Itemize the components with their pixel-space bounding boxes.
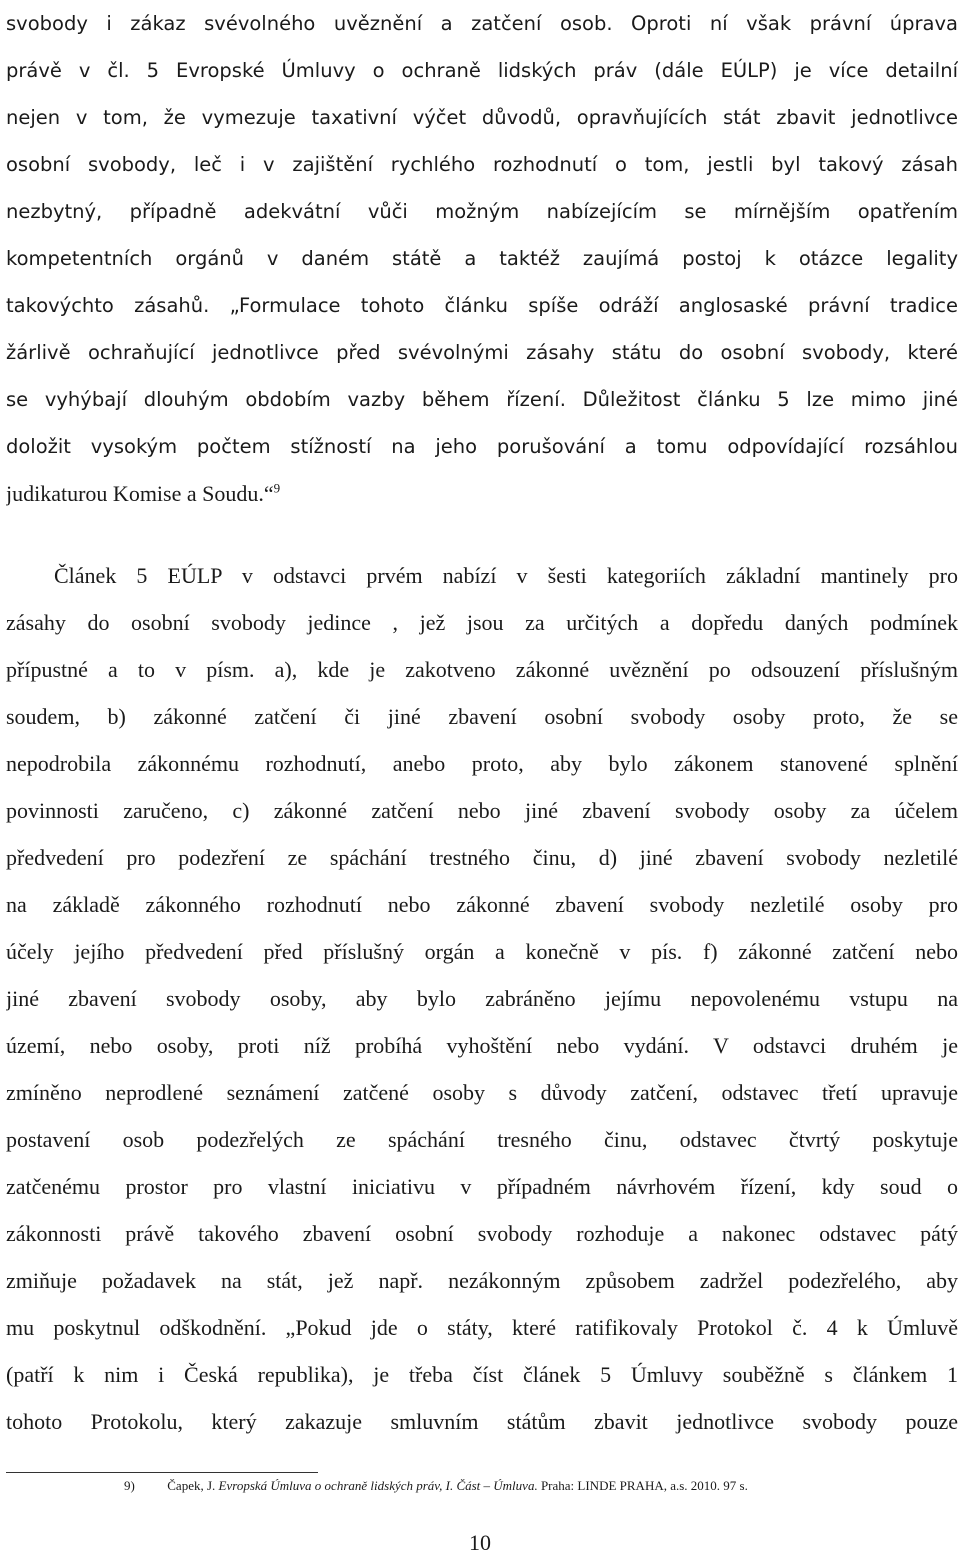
- text-line: jiné zbavení svobody osoby, aby bylo zabráněno jejímu nepovolenému vstupu na: [6, 986, 958, 1011]
- text-line: svobody i zákaz svévolného uvěznění a zatčení osob. Oproti ní však právní úprava: [6, 12, 958, 35]
- text-line: judikaturou Komise a Soudu.“$^9$: [6, 480, 281, 506]
- text-line: zmíněno neprodlené seznámení zatčené osoby s důvody zatčení, odstavec třetí upravuje: [6, 1080, 958, 1105]
- text-line: právě v čl. 5 Evropské Úmluvy o ochraně lidských práv (dále EÚLP) je více detailní: [6, 59, 958, 82]
- page-number: 10: [469, 1530, 491, 1555]
- footnote-number: 9): [124, 1478, 135, 1493]
- text-line: nepodrobila zákonnému rozhodnutí, anebo proto, aby bylo zákonem stanovené splnění: [6, 751, 958, 776]
- text-line: soudem, b) zákonné zatčení či jiné zbavení osobní svobody osoby proto, že se: [6, 704, 958, 729]
- paragraph-2: [6, 552, 958, 1445]
- text-line: na základě zákonného rozhodnutí nebo zákonné zbavení svobody nezletilé osoby pro: [6, 892, 958, 917]
- text-line: zákonnosti právě takového zbavení osobní svobody rozhoduje a nakonec odstavec pátý: [6, 1221, 958, 1246]
- footnote-title: Evropská Úmluva o ochraně lidských práv, I. Část – Úmluva.: [218, 1478, 538, 1493]
- footnote-separator: [6, 1472, 318, 1473]
- footnote-author: Čapek, J.: [167, 1478, 216, 1493]
- text-line: účely jejího předvedení před příslušný orgán a konečně v pís. f) zákonné zatčení nebo: [6, 939, 958, 964]
- paragraph-1: [6, 0, 958, 517]
- footnote-publisher: Praha: LINDE PRAHA, a.s. 2010. 97 s.: [540, 1478, 748, 1493]
- text-line: takovýchto zásahů. „Formulace tohoto článku spíše odráží anglosaské právní tradice: [6, 294, 958, 317]
- text-line: kompetentních orgánů v daném státě a taktéž zaujímá postoj k otázce legality: [6, 247, 958, 270]
- text-line: tohoto Protokolu, který zakazuje smluvním státům zbavit jednotlivce svobody pouze: [6, 1409, 958, 1434]
- text-line: přípustné a to v písm. a), kde je zakotveno zákonné uvěznění po odsouzení příslušným: [6, 657, 958, 682]
- text-line: předvedení pro podezření ze spáchání trestného činu, d) jiné zbavení svobody nezletilé: [6, 845, 958, 870]
- text-line: (patří k nim i Česká republika), je třeba číst článek 5 Úmluvy souběžně s článkem 1: [6, 1362, 958, 1387]
- text-line: nejen v tom, že vymezuje taxativní výčet důvodů, opravňujících stát zbavit jednotlivce: [6, 106, 958, 129]
- footnote-reference: 9: [273, 480, 281, 496]
- text-line: osobní svobody, leč i v zajištění rychlého rozhodnutí o tom, jestli byl takový zásah: [6, 153, 958, 176]
- text-line: zmiňuje požadavek na stát, jež např. nezákonným způsobem zadržel podezřelého, aby: [6, 1268, 958, 1293]
- text-line: zásahy do osobní svobody jedince , jež jsou za určitých a dopředu daných podmínek: [6, 610, 958, 635]
- footnote: [124, 1478, 748, 1494]
- text-line: Článek 5 EÚLP v odstavci prvém nabízí v šesti kategoriích základní mantinely pro: [54, 563, 958, 588]
- text-line: mu poskytnul odškodnění. „Pokud jde o státy, které ratifikovaly Protokol č. 4 k Úmluvě: [6, 1315, 958, 1340]
- text-line: doložit vysokým počtem stížností na jeho porušování a tomu odpovídající rozsáhlou: [6, 435, 958, 458]
- text-line: postavení osob podezřelých ze spáchání tresného činu, odstavec čtvrtý poskytuje: [6, 1127, 958, 1152]
- text-line: nezbytný, případně adekvátní vůči možným nabízejícím se mírnějším opatřením: [6, 200, 958, 223]
- text-line: území, nebo osoby, proti níž probíhá vyhoštění nebo vydání. V odstavci druhém je: [6, 1033, 958, 1058]
- text-line: se vyhýbají dlouhým obdobím vazby během řízení. Důležitost článku 5 lze mimo jiné: [6, 388, 958, 411]
- text-line: povinnosti zaručeno, c) zákonné zatčení nebo jiné zbavení svobody osoby za účelem: [6, 798, 958, 823]
- text-line: zatčenému prostor pro vlastní iniciativu v případném návrhovém řízení, kdy soud o: [6, 1174, 958, 1199]
- text-line: žárlivě ochraňující jednotlivce před svévolnými zásahy státu do osobní svobody, které: [6, 341, 958, 364]
